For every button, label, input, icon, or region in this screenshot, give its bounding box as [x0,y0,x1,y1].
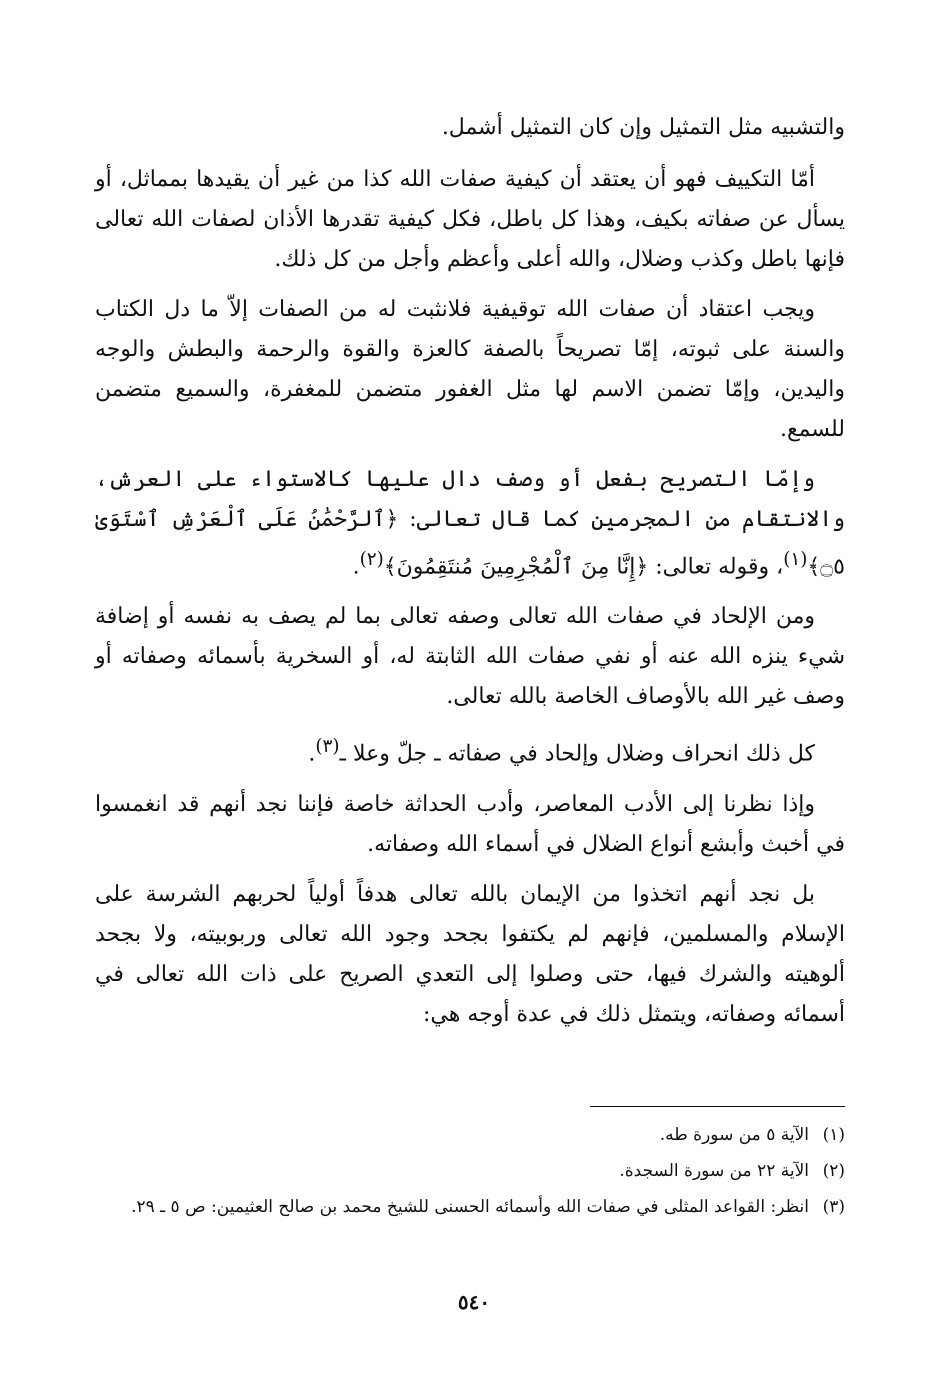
quran-verse-1: ﴿ٱلرَّحْمَٰنُ عَلَى ٱلْعَرْشِ ٱسْتَوَىٰ ۝٥﴾ [95,507,845,580]
page-number: ٥٤٠ [457,1290,491,1314]
footnote-1 [95,1120,845,1150]
footnote-separator [590,1106,845,1107]
paragraph-4-middle: ، وقوله تعالى: [655,554,784,580]
paragraph-4-intro: وإمّا التصريح بفعل أو وصف دال عليها كالاستواء على العرش، والانتقام من المجرمين كما قال تعالى: [95,467,845,532]
paragraph-2: أمّا التكييف فهو أن يعتقد أن كيفية صفات الله كذا من غير أن يقيدها بمماثل، أو يسأل عن صفاته بكيف، وهذا كل باطل، فكل كيفية تقدرها الأذان لصفات الله تعالى فإنها باطل وكذب وضلال، والله أعلى وأعظم وأجل من كل ذلك. [95,167,845,272]
main-text [95,108,845,1045]
footnote-2-mark: (٢) [822,1161,845,1181]
paragraph-6-text: كل ذلك انحراف وضلال وإلحاد في صفاته ـ جلّ وعلا ـ [339,741,815,767]
paragraph-6-end: . [308,741,316,767]
paragraph-7: وإذا نظرنا إلى الأدب المعاصر، وأدب الحداثة خاصة فإننا نجد أنهم قد انغمسوا في أخبث وأبشع أنواع الضلال في أسماء الله وصفاته. [95,791,845,857]
footnote-1-mark: (١) [822,1125,845,1145]
footnote-ref-3: (٣) [315,736,340,758]
paragraph-4-end: . [352,554,360,580]
paragraph-6 [95,727,845,774]
footnote-3 [95,1192,845,1222]
footnote-ref-2: (٢) [359,549,384,570]
footnotes [95,1120,845,1228]
footnote-1-text: الآية ٥ من سورة طه. [659,1125,809,1145]
paragraph-5: ومن الإلحاد في صفات الله تعالى وصفه تعالى بما لم يصف به نفسه أو إضافة شيء ينزه الله عنه أو نفي صفات الله الثابتة له، أو السخرية بأسمائه وصفاته أو وصف غير الله بالأوصاف الخاصة بالله تعالى. [95,604,845,710]
footnote-ref-1: (١) [783,549,808,570]
quran-verse-2: ﴿إِنَّا مِنَ ٱلْمُجْرِمِينَ مُنتَقِمُونَ﴾ [383,554,649,580]
footnote-2 [95,1156,845,1186]
footnote-2-text: الآية ٢٢ من سورة السجدة. [619,1161,809,1181]
footnote-3-text: انظر: القواعد المثلى في صفات الله وأسمائه الحسنى للشيخ محمد بن صالح العثيمين: ص ٥ ـ ٢٩. [131,1197,809,1217]
paragraph-4 [95,460,845,587]
paragraph-1: والتشبيه مثل التمثيل وإن كان التمثيل أشمل. [441,115,845,140]
paragraph-3: ويجب اعتقاد أن صفات الله توقيفية فلانثبت له من الصفات إلاّ ما دل الكتاب والسنة على ثبوته، إمّا تصريحاً بالصفة كالعزة والقوة والرحمة والبطش والوجه واليدين، وإمّا تضمن الاسم لها مثل الغفور متضمن للمغفرة، والسميع متضمن للسمع. [95,297,845,442]
footnote-3-mark: (٣) [822,1197,845,1217]
paragraph-8: بل نجد أنهم اتخذوا من الإيمان بالله تعالى هدفاً أولياً لحربهم الشرسة على الإسلام والمسلمين، فإنهم لم يكتفوا بجحد وجود الله تعالى وربوبيته، ولا بجحد ألوهيته والشرك فيها، حتى وصلوا إلى التعدي الصريح على ذات الله تعالى في أسمائه وصفاته، ويتمثل ذلك في عدة أوجه هي: [95,881,845,1027]
